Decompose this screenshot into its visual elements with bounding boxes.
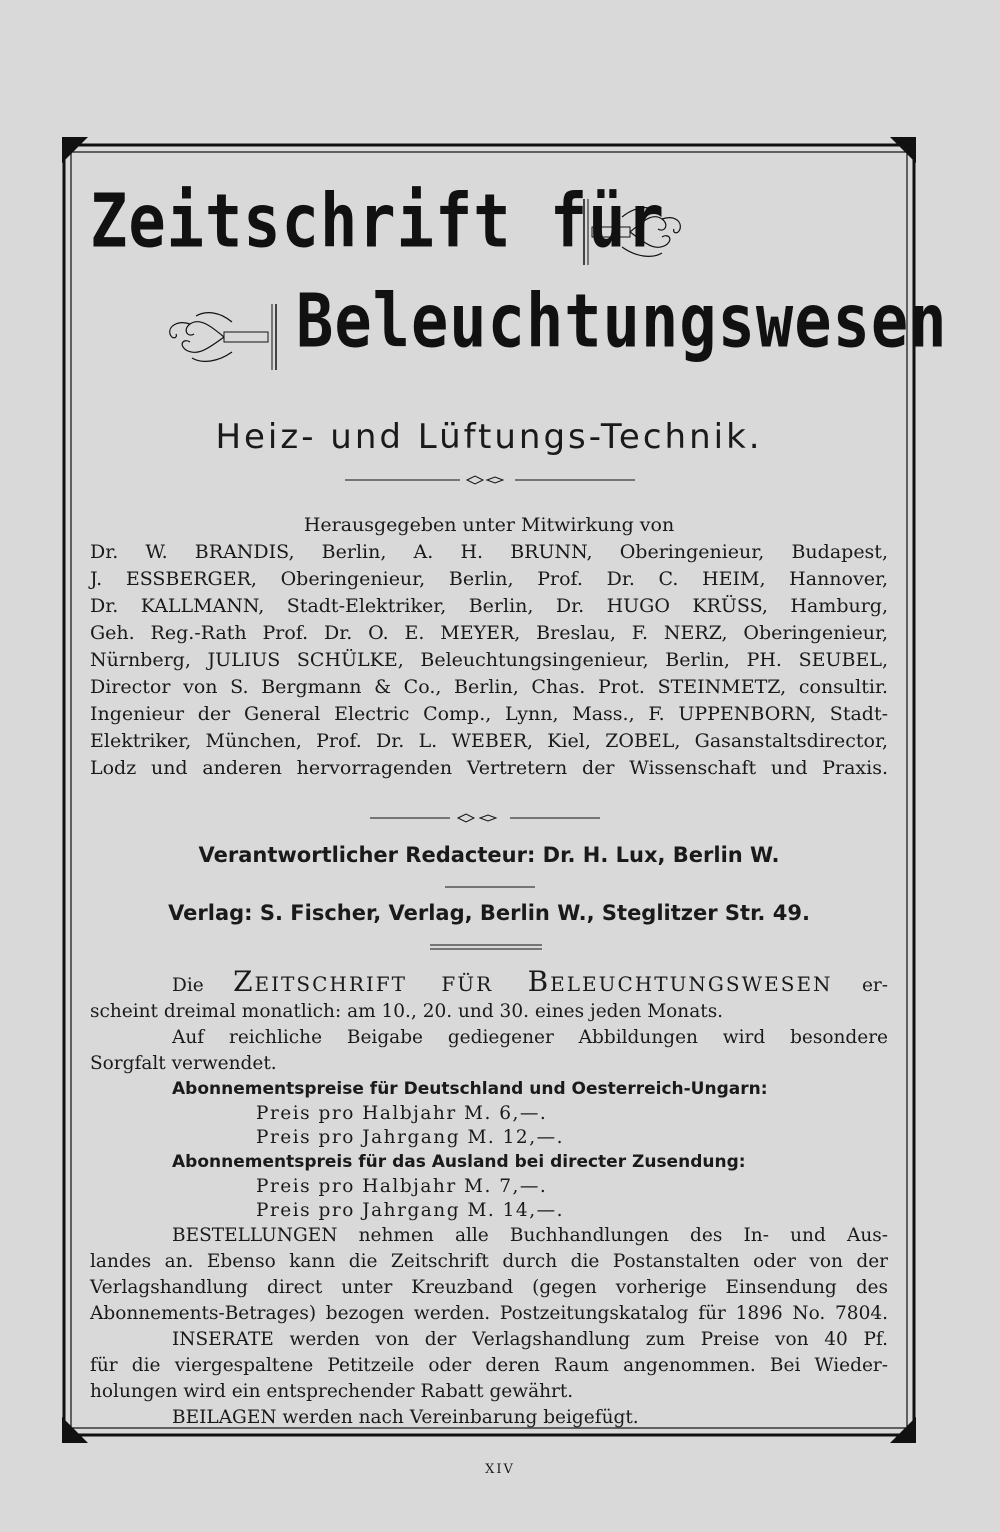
contributor-line: Lodz und anderen hervorragenden Vertretern der Wissenschaft und Praxis. <box>90 757 888 779</box>
price-abroad-half-year: Preis pro Halbjahr M. 7,—. <box>256 1176 548 1197</box>
page-number: XIV <box>485 1462 515 1477</box>
editor-line: Verantwortlicher Redacteur: Dr. H. Lux, Berlin W. <box>198 843 780 867</box>
divider-double-line <box>430 943 542 951</box>
intro-die: Die <box>172 975 204 996</box>
masthead-title-line1: Zeitschrift für <box>90 177 665 265</box>
subscription-info <box>90 965 888 1431</box>
orders-line: Verlagshandlung direct unter Kreuzband (gegen vorherige Einsendung des <box>90 1277 888 1298</box>
orders-line: BESTELLUNGEN nehmen alle Buchhandlungen des In- und Aus- <box>172 1225 888 1246</box>
masthead-subtitle: Heiz- und Lüftungs-Technik. <box>215 417 763 457</box>
contributors-intro: Herausgegeben unter Mitwirkung von <box>303 514 675 536</box>
contributor-line: Director von S. Bergmann & Co., Berlin, Chas. Prot. STEINMETZ, consultir. <box>90 676 888 698</box>
price-abroad-year: Preis pro Jahrgang M. 14,—. <box>256 1200 564 1221</box>
illustrations-line2: Sorgfalt verwendet. <box>90 1053 277 1074</box>
contributor-line: Dr. KALLMANN, Stadt-Elektriker, Berlin, Dr. HUGO KRÜSS, Hamburg, <box>90 595 888 617</box>
ornament-icon <box>150 302 280 372</box>
contributor-line: Ingenieur der General Electric Comp., Lynn, Mass., F. UPPENBORN, Stadt- <box>90 703 888 725</box>
intro-journal-title: Zeitschrift für Beleuchtungswesen <box>233 965 833 998</box>
contributor-line: J. ESSBERGER, Oberingenieur, Berlin, Prof. Dr. C. HEIM, Hannover, <box>90 568 888 590</box>
ads-line: INSERATE werden von der Verlagshandlung zum Preise von 40 Pf. <box>172 1329 888 1350</box>
contributor-line: Geh. Reg.-Rath Prof. Dr. O. E. MEYER, Breslau, F. NERZ, Oberingenieur, <box>90 622 888 644</box>
divider-ornament <box>345 473 635 487</box>
contributor-line: Nürnberg, JULIUS SCHÜLKE, Beleuchtungsingenieur, Berlin, PH. SEUBEL, <box>90 649 888 671</box>
divider-line <box>445 885 535 889</box>
price-heading-abroad: Abonnementspreis für das Ausland bei directer Zusendung: <box>172 1152 746 1172</box>
price-domestic-year: Preis pro Jahrgang M. 12,—. <box>256 1127 564 1148</box>
illustrations-line1: Auf reichliche Beigabe gediegener Abbildungen wird besondere <box>172 1027 888 1048</box>
ornament-icon <box>582 197 692 267</box>
price-heading-domestic: Abonnementspreise für Deutschland und Oesterreich-Ungarn: <box>172 1079 768 1099</box>
orders-line: landes an. Ebenso kann die Zeitschrift durch die Postanstalten oder von der <box>90 1251 888 1272</box>
orders-line: Abonnements-Betrages) bezogen werden. Postzeitungskatalog für 1896 No. 7804. <box>90 1303 888 1324</box>
contributor-line: Dr. W. BRANDIS, Berlin, A. H. BRUNN, Oberingenieur, Budapest, <box>90 541 888 563</box>
ads-line: für die viergespaltene Petitzeile oder deren Raum angenommen. Bei Wieder- <box>90 1355 888 1376</box>
contributors-section <box>90 512 888 782</box>
intro-er: er- <box>861 975 888 996</box>
intro-paragraph-cont: scheint dreimal monatlich: am 10., 20. und 30. eines jeden Monats. <box>90 1001 724 1022</box>
page-frame <box>62 137 948 1443</box>
publisher-line: Verlag: S. Fischer, Verlag, Berlin W., Steglitzer Str. 49. <box>168 901 810 925</box>
divider-ornament <box>370 811 600 825</box>
ads-line-last: holungen wird ein entsprechender Rabatt gewährt. <box>90 1381 574 1402</box>
contributor-line: Elektriker, München, Prof. Dr. L. WEBER, Kiel, ZOBEL, Gasanstaltsdirector, <box>90 730 888 752</box>
masthead-title-line2: Beleuchtungswesen <box>296 277 948 365</box>
intro-paragraph-line <box>90 965 888 999</box>
price-domestic-half-year: Preis pro Halbjahr M. 6,—. <box>256 1103 548 1124</box>
enclosures-line: BEILAGEN werden nach Vereinbarung beigefügt. <box>172 1407 639 1428</box>
